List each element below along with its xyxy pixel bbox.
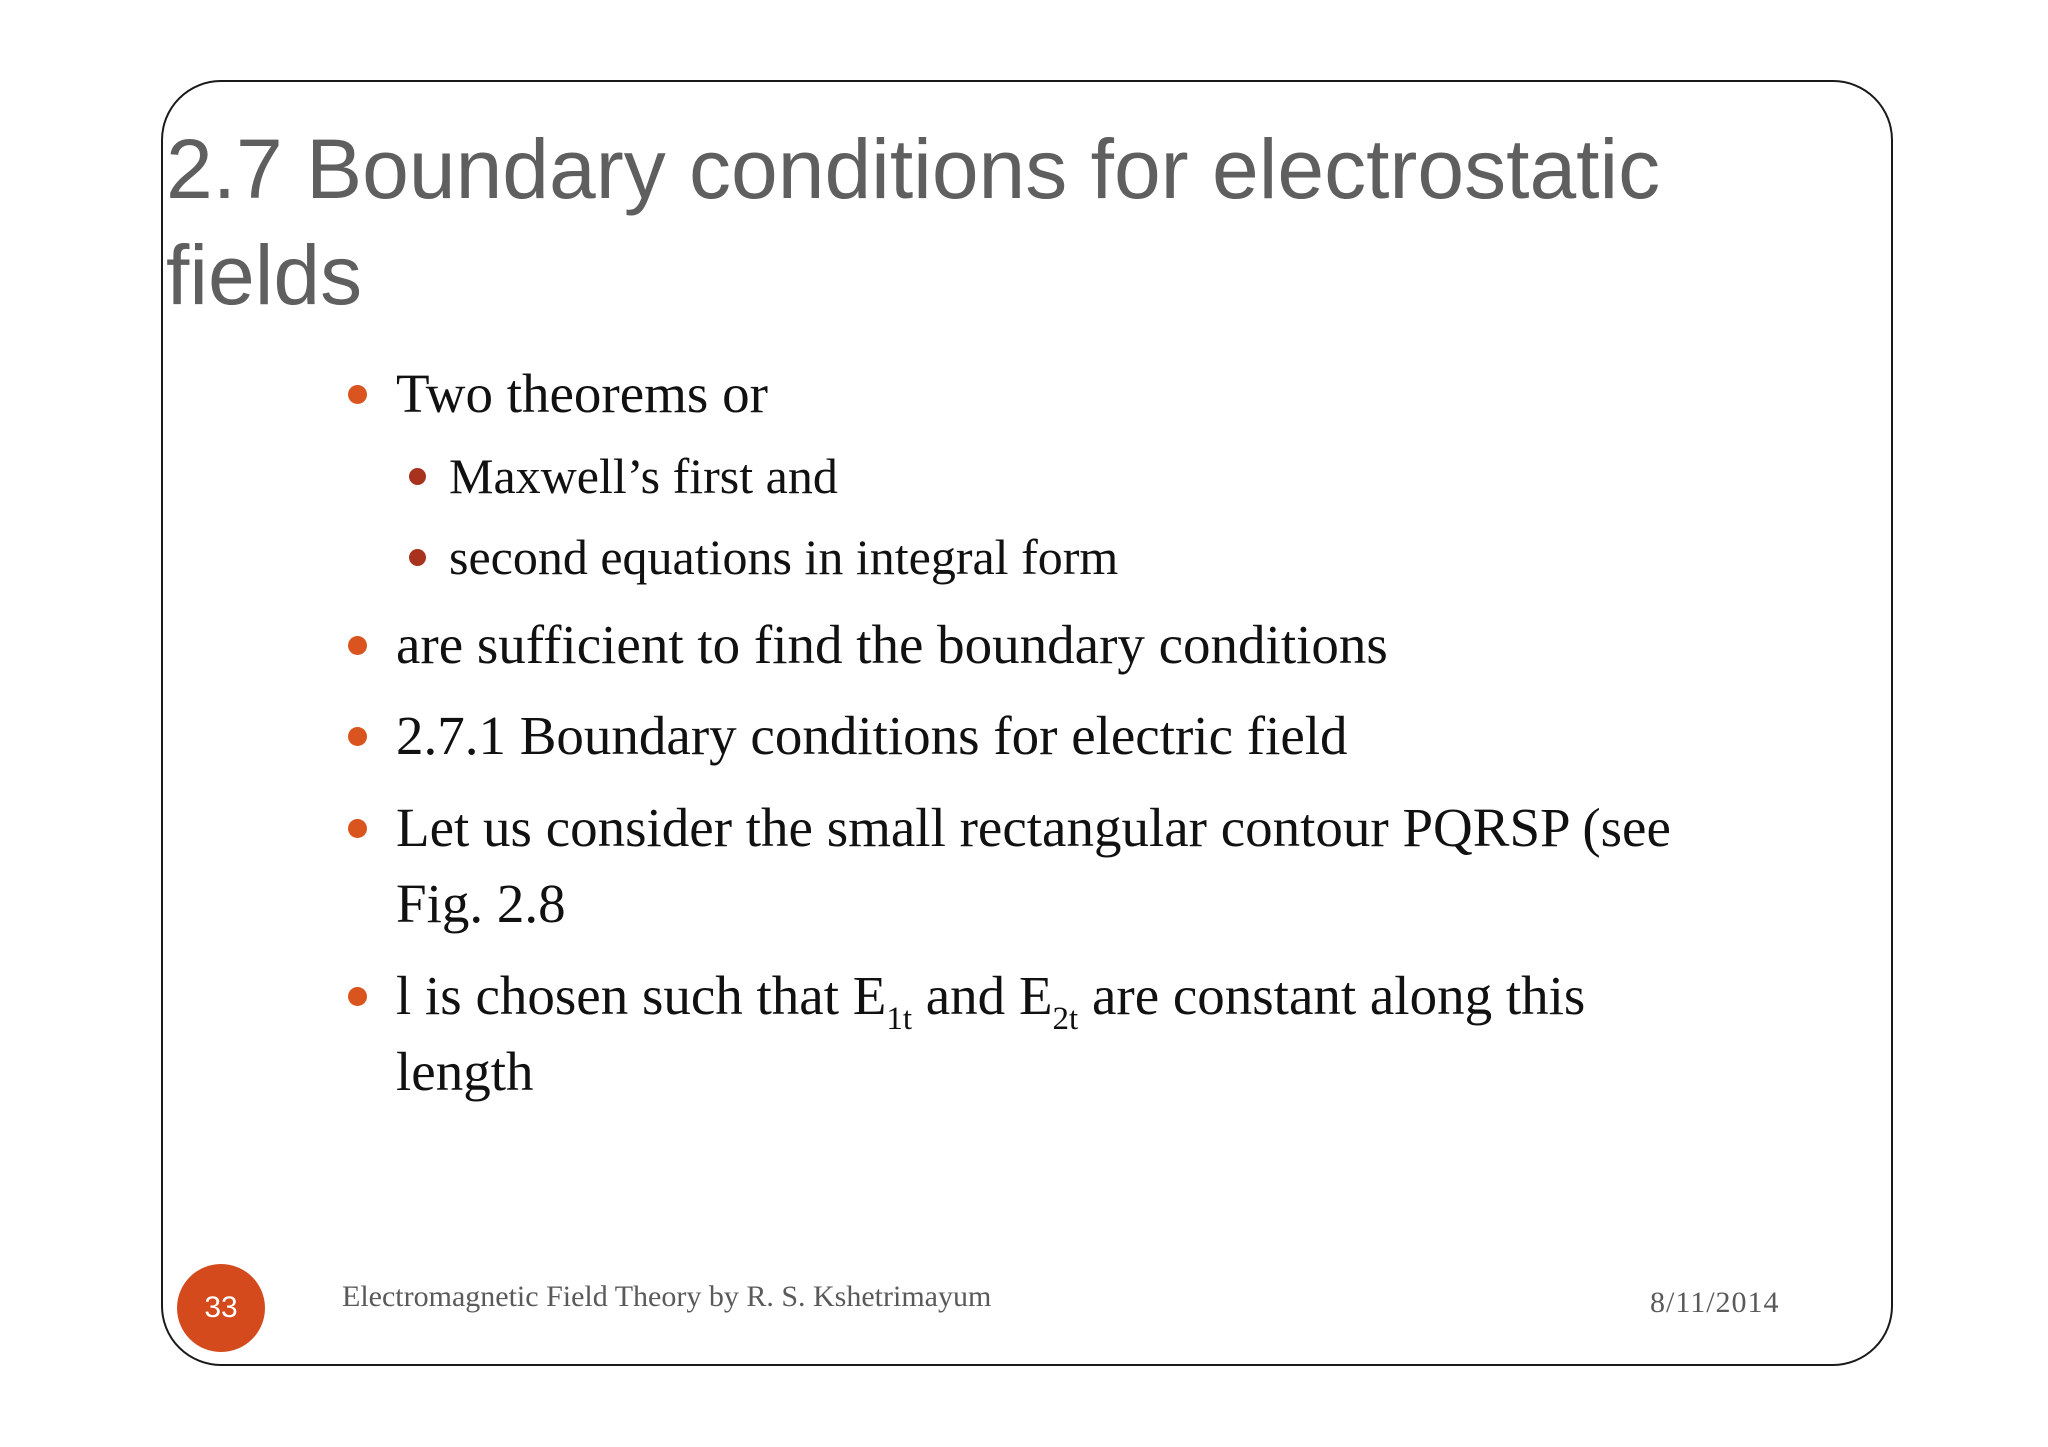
- bullet-dot-icon: [348, 987, 367, 1006]
- slide-title: 2.7 Boundary conditions for electrostatic fields: [166, 122, 1661, 322]
- page-number-badge: 33: [177, 1264, 265, 1352]
- bullet-text: second equations in integral form: [449, 529, 1119, 585]
- bullet-l-chosen: [396, 958, 1796, 1110]
- sub-bullet-dot-icon: [409, 468, 426, 485]
- bullet-sufficient: [396, 607, 1796, 683]
- bullet-two-theorems: [396, 356, 1796, 432]
- footer-date: 8/11/2014: [1650, 1286, 1780, 1319]
- bullet-dot-icon: [348, 385, 367, 404]
- bullet-text: Maxwell’s first and: [449, 448, 838, 504]
- bullet-text: 2.7.1 Boundary conditions for electric field: [396, 705, 1348, 766]
- bullet-rectangular-contour: [396, 790, 1796, 942]
- e2t-symbol: $E_{2t}$: [1018, 965, 1079, 1037]
- footer-text: Electromagnetic Field Theory by R. S. Kshetrimayum: [342, 1280, 992, 1313]
- bullet-text-part1: l is chosen such that: [396, 965, 853, 1026]
- bullet-text-line2: Fig. 2.8: [396, 873, 566, 934]
- bullet-text-line2: length: [396, 1041, 534, 1102]
- bullet-text-line1: Let us consider the small rectangular contour PQRSP (see: [396, 797, 1671, 858]
- bullet-section-2-7-1: [396, 698, 1796, 774]
- sub-bullet-maxwell-first: [449, 443, 1749, 509]
- bullet-text-part3: are constant along this: [1078, 965, 1586, 1026]
- bullet-dot-icon: [348, 819, 367, 838]
- sub-bullet-dot-icon: [409, 549, 426, 566]
- e1t-symbol: $E_{1t}$: [852, 965, 913, 1037]
- bullet-text: are sufficient to find the boundary conditions: [396, 614, 1388, 675]
- bullet-text: Two theorems or: [396, 363, 768, 424]
- sub-bullet-second-equations: [449, 524, 1749, 590]
- bullet-dot-icon: [348, 727, 367, 746]
- bullet-dot-icon: [348, 636, 367, 655]
- bullet-text-part2: and: [912, 965, 1019, 1026]
